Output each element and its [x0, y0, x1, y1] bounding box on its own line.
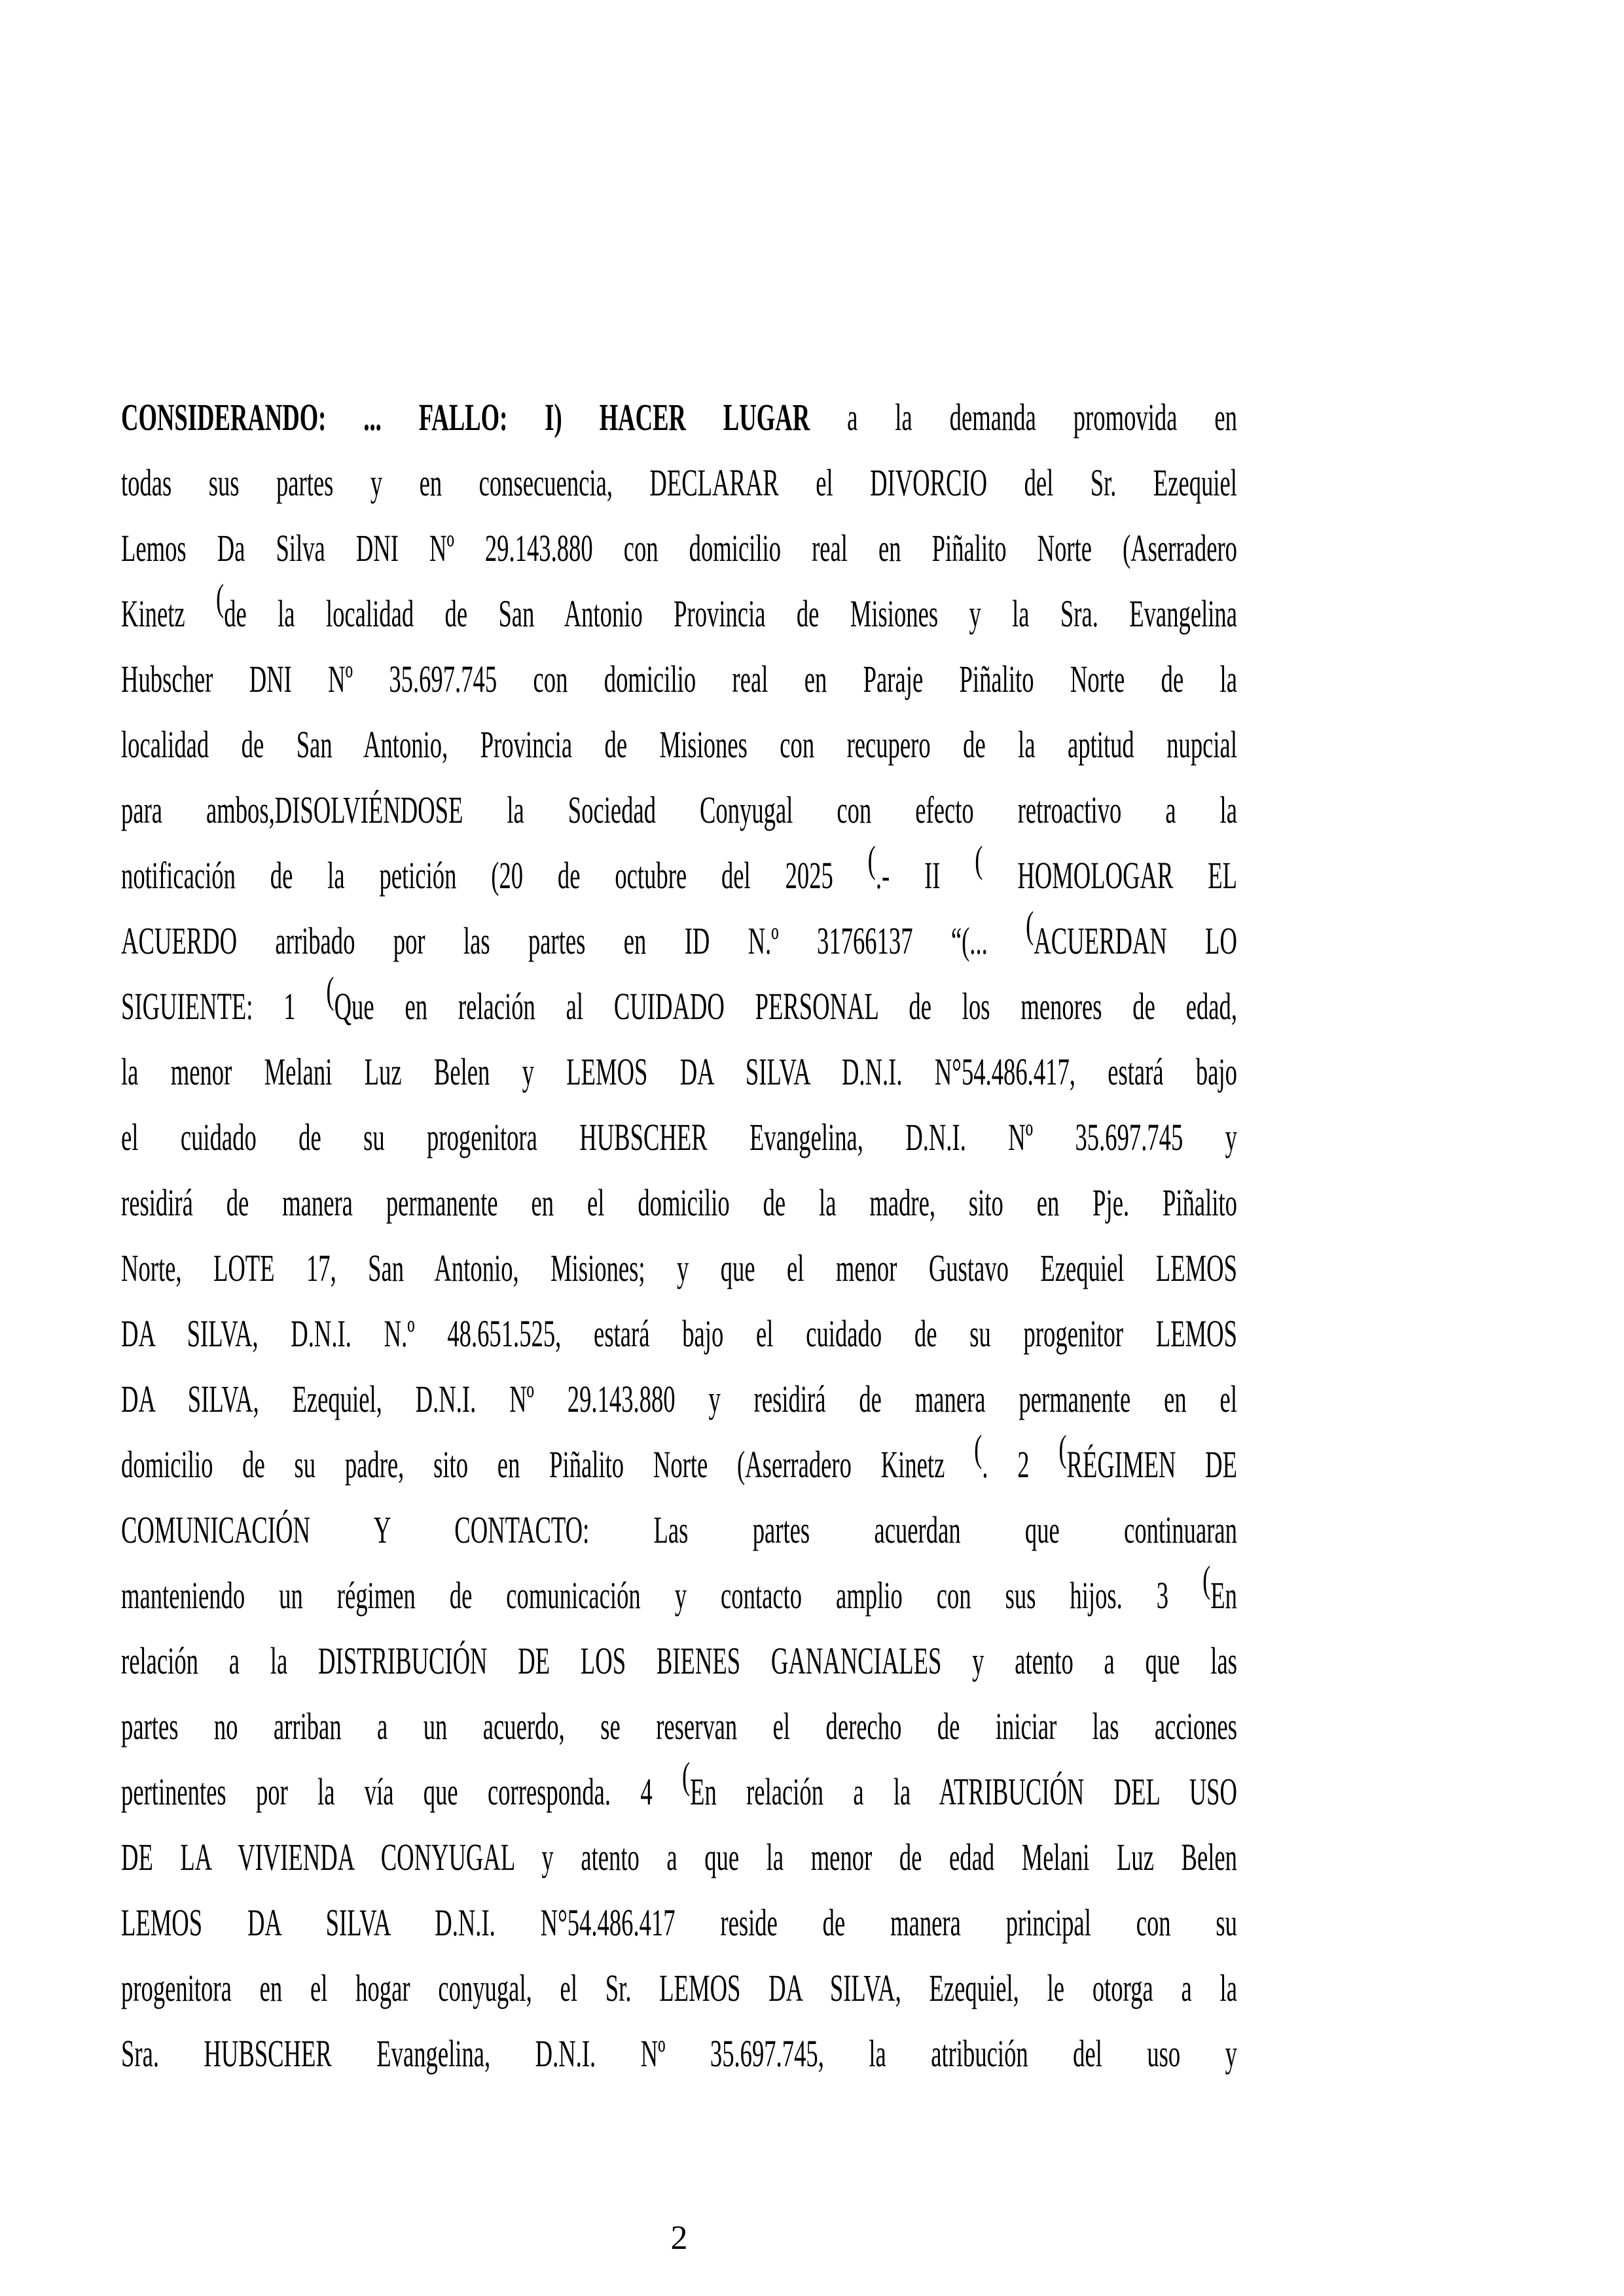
text-segment: domicilio de su padre, sito en Piñalito Norte (Aserradero Kinetz — [121, 1443, 975, 1486]
text-line — [121, 1039, 1237, 1105]
superscript-paren: ( — [975, 838, 983, 881]
text-line — [121, 1825, 1237, 1890]
text-line — [121, 1427, 1237, 1498]
text-segment: para ambos,DISOLVIÉNDOSE la Sociedad Conyugal con efecto retroactivo a la — [121, 789, 1237, 831]
text-segment: ACUERDAN LO — [1034, 920, 1238, 962]
text-line — [121, 1170, 1237, 1236]
bold-text-segment: CONSIDERANDO: ... FALLO: I) HACER LUGAR — [121, 396, 810, 439]
text-segment: todas sus partes y en consecuencia, DECLARAR el DIVORCIO del Sr. Ezequiel — [121, 461, 1237, 504]
text-segment: DE LA VIVIENDA CONYUGAL y atento a que la menor de edad Melani Luz Belen — [121, 1836, 1237, 1878]
text-segment: Lemos Da Silva DNI Nº 29.143.880 con domicilio real en Piñalito Norte (Aserradero — [121, 527, 1237, 569]
text-line — [121, 1694, 1237, 1759]
text-segment: Hubscher DNI Nº 35.697.745 con domicilio real en Paraje Piñalito Norte de la — [121, 658, 1237, 700]
text-segment: Norte, LOTE 17, San Antonio, Misiones; y que el menor Gustavo Ezequiel LEMOS — [121, 1247, 1237, 1289]
text-segment: DA SILVA, Ezequiel, D.N.I. Nº 29.143.880 y residirá de manera permanente en el — [121, 1378, 1237, 1420]
document-text — [121, 385, 1237, 2087]
superscript-paren: ( — [1202, 1558, 1211, 1601]
text-segment: Que en relación al CUIDADO PERSONAL de los menores de edad, — [334, 985, 1237, 1028]
text-line — [121, 969, 1237, 1039]
text-line — [121, 516, 1237, 581]
text-segment: localidad de San Antonio, Provincia de Misiones con recupero de la aptitud nupcial — [121, 723, 1237, 766]
text-segment: Sra. HUBSCHER Evangelina, D.N.I. Nº 35.697.745, la atribución del uso y — [121, 2032, 1237, 2075]
text-line — [121, 1956, 1237, 2021]
superscript-paren: ( — [974, 1427, 983, 1470]
text-segment: Kinetz — [121, 592, 216, 635]
text-line — [121, 576, 1237, 647]
text-line — [121, 1628, 1237, 1694]
text-line — [121, 712, 1237, 778]
text-segment: En relación a la ATRIBUCIÓN DEL USO — [690, 1770, 1237, 1813]
text-segment: LEMOS DA SILVA D.N.I. N°54.486.417 reside de manera principal con su — [121, 1901, 1237, 1944]
text-line — [121, 1754, 1237, 1825]
text-segment: RÉGIMEN DE — [1066, 1443, 1237, 1486]
text-segment: SIGUIENTE: 1 — [121, 985, 327, 1028]
text-line — [121, 385, 1237, 450]
text-line — [121, 1367, 1237, 1432]
text-segment: . 2 — [982, 1443, 1059, 1486]
text-line — [121, 1890, 1237, 1956]
superscript-paren: ( — [681, 1754, 691, 1797]
text-segment: partes no arriban a un acuerdo, se reservan el derecho de iniciar las acciones — [121, 1705, 1237, 1748]
page-number: 2 — [670, 2219, 688, 2257]
text-line — [121, 1498, 1237, 1563]
superscript-paren: ( — [1026, 903, 1034, 946]
superscript-paren: ( — [867, 838, 876, 881]
text-line — [121, 1301, 1237, 1367]
text-line — [121, 903, 1238, 974]
text-segment: HOMOLOGAR EL — [983, 854, 1238, 897]
text-line — [121, 2021, 1237, 2087]
text-line — [121, 1558, 1237, 1628]
superscript-paren: ( — [215, 576, 225, 619]
text-segment: COMUNICACIÓN Y CONTACTO: Las partes acuerdan que continuaran — [121, 1509, 1237, 1551]
text-segment: progenitora en el hogar conyugal, el Sr. LEMOS DA SILVA, Ezequiel, le otorga a la — [121, 1967, 1237, 2009]
text-segment: DA SILVA, D.N.I. N.º 48.651.525, estará bajo el cuidado de su progenitor LEMOS — [121, 1312, 1237, 1355]
text-segment: pertinentes por la vía que corresponda. 4 — [121, 1770, 682, 1813]
text-segment: la menor Melani Luz Belen y LEMOS DA SILVA D.N.I. N°54.486.417, estará bajo — [121, 1050, 1237, 1093]
text-line — [121, 647, 1237, 712]
superscript-paren: ( — [326, 969, 334, 1012]
text-segment: de la localidad de San Antonio Provincia de Misiones y la Sra. Evangelina — [224, 592, 1237, 635]
text-line — [121, 838, 1238, 908]
text-line — [121, 1236, 1237, 1301]
text-line — [121, 1105, 1237, 1170]
text-segment: el cuidado de su progenitora HUBSCHER Evangelina, D.N.I. Nº 35.697.745 y — [121, 1116, 1237, 1158]
text-segment: .- II — [875, 854, 975, 897]
text-segment: ACUERDO arribado por las partes en ID N.º 31766137 “(... — [121, 920, 1026, 962]
text-segment: residirá de manera permanente en el domicilio de la madre, sito en Pje. Piñalito — [121, 1181, 1237, 1224]
text-segment: En — [1210, 1574, 1237, 1617]
text-segment: notificación de la petición (20 de octubre del 2025 — [121, 854, 868, 897]
text-segment: relación a la DISTRIBUCIÓN DE LOS BIENES GANANCIALES y atento a que las — [121, 1640, 1237, 1682]
text-line — [121, 450, 1237, 516]
superscript-paren: ( — [1058, 1427, 1067, 1470]
text-line — [121, 778, 1237, 843]
text-segment: manteniendo un régimen de comunicación y contacto amplio con sus hijos. 3 — [121, 1574, 1203, 1617]
text-segment: a la demanda promovida en — [810, 396, 1237, 439]
